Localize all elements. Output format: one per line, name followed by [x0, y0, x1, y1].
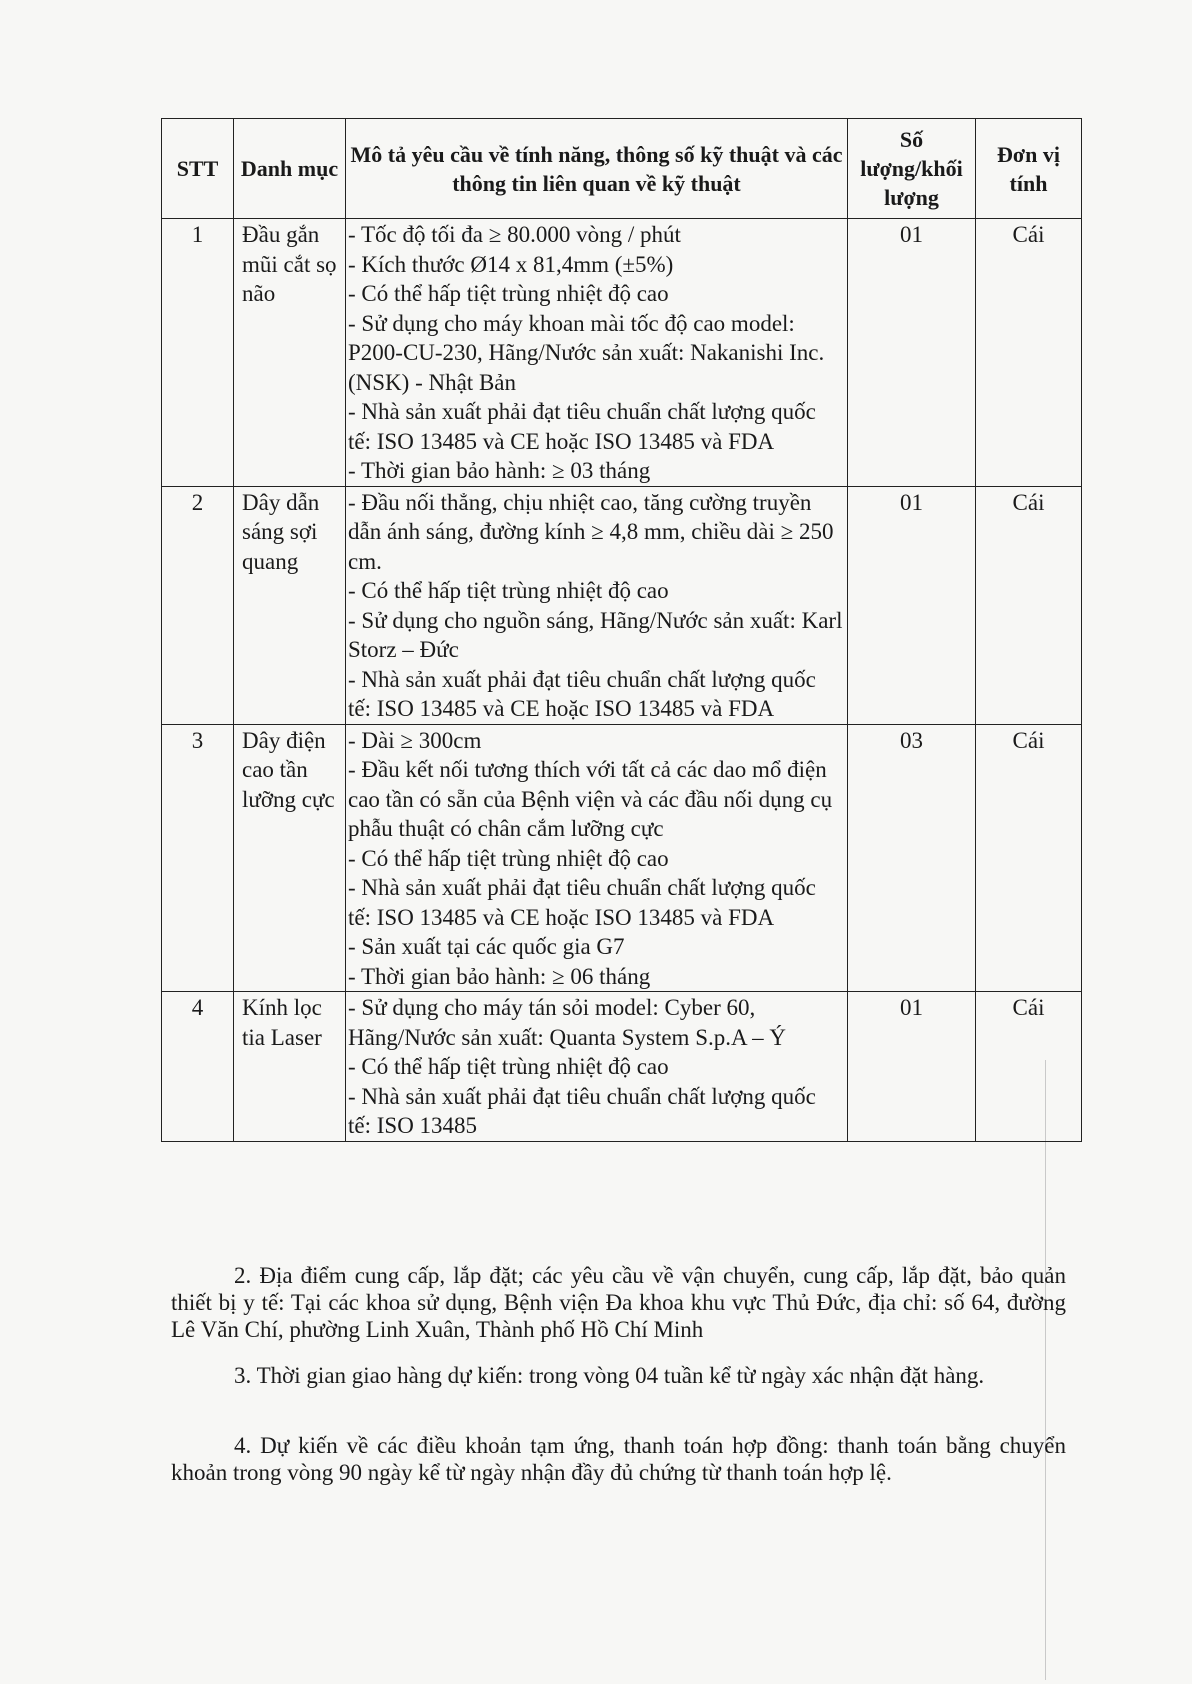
- delivery-time-paragraph: [171, 1362, 1066, 1389]
- table-row: [162, 486, 1082, 724]
- row-description: [346, 992, 848, 1142]
- row-name: Kính lọc tia Laser: [234, 992, 346, 1142]
- description-line: - Thời gian bảo hành: ≥ 06 tháng: [348, 963, 651, 989]
- description-line: - Có thể hấp tiệt trùng nhiệt độ cao: [348, 1054, 669, 1079]
- header-description: Mô tả yêu cầu về tính năng, thông số kỹ thuật và các thông tin liên quan về kỹ thuật: [346, 119, 848, 219]
- row-name: Dây điện cao tần lưỡng cực: [234, 724, 346, 992]
- row-stt: 2: [162, 486, 234, 724]
- description-line: - Nhà sản xuất phải đạt tiêu chuẩn chất lượng quốc tế: ISO 13485 và CE hoặc ISO 13485 và FDA: [348, 399, 816, 454]
- header-stt: STT: [162, 119, 234, 219]
- table-header-row: [162, 119, 1082, 219]
- row-unit: Cái: [976, 992, 1082, 1142]
- row-unit: Cái: [976, 486, 1082, 724]
- table-row: [162, 992, 1082, 1142]
- row-quantity: 03: [848, 724, 976, 992]
- table-row: [162, 724, 1082, 992]
- paragraph-text: 4. Dự kiến về các điều khoản tạm ứng, thanh toán hợp đồng: thanh toán bằng chuyển khoản trong vòng 90 ngày kể từ ngày nhận đầy đủ chứng từ thanh toán hợp lệ.: [171, 1433, 1066, 1485]
- description-line: - Có thể hấp tiệt trùng nhiệt độ cao: [348, 281, 669, 306]
- row-unit: Cái: [976, 219, 1082, 487]
- description-line: - Có thể hấp tiệt trùng nhiệt độ cao: [348, 578, 669, 603]
- row-quantity: 01: [848, 486, 976, 724]
- row-name: Dây dẫn sáng sợi quang: [234, 486, 346, 724]
- row-quantity: 01: [848, 219, 976, 487]
- row-name: Đầu gắn mũi cắt sọ não: [234, 219, 346, 487]
- delivery-location-paragraph: [171, 1262, 1066, 1343]
- paragraph-text: 3. Thời gian giao hàng dự kiến: trong vòng 04 tuần kể từ ngày xác nhận đặt hàng.: [234, 1363, 985, 1388]
- row-description: [346, 219, 848, 487]
- description-line: - Sử dụng cho máy tán sỏi model: Cyber 60, Hãng/Nước sản xuất: Quanta System S.p.A – Ý: [348, 995, 786, 1050]
- description-line: - Đầu kết nối tương thích với tất cả các dao mổ điện cao tần có sẵn của Bệnh viện và các đầu nối dụng cụ phẫu thuật có chân cắm lưỡng cực: [348, 757, 833, 841]
- payment-terms-paragraph: [171, 1432, 1066, 1486]
- equipment-spec-table: [161, 118, 1082, 1142]
- description-line: - Nhà sản xuất phải đạt tiêu chuẩn chất lượng quốc tế: ISO 13485 và CE hoặc ISO 13485 và FDA: [348, 875, 816, 930]
- row-stt: 3: [162, 724, 234, 992]
- row-stt: 1: [162, 219, 234, 487]
- table-row: [162, 219, 1082, 487]
- description-line: - Đầu nối thẳng, chịu nhiệt cao, tăng cường truyền dẫn ánh sáng, đường kính ≥ 4,8 mm, chiều dài ≥ 250 cm.: [348, 489, 834, 574]
- header-quantity: Số lượng/khối lượng: [848, 119, 976, 219]
- description-line: - Nhà sản xuất phải đạt tiêu chuẩn chất lượng quốc tế: ISO 13485 và CE hoặc ISO 13485 và FDA: [348, 666, 816, 721]
- header-unit: Đơn vị tính: [976, 119, 1082, 219]
- description-line: - Nhà sản xuất phải đạt tiêu chuẩn chất lượng quốc tế: ISO 13485: [348, 1083, 816, 1138]
- description-line: - Sử dụng cho máy khoan mài tốc độ cao model: P200-CU-230, Hãng/Nước sản xuất: Nakanishi Inc. (NSK) - Nhật Bản: [348, 310, 825, 395]
- description-line: - Dài ≥ 300cm: [348, 727, 482, 753]
- description-line: - Thời gian bảo hành: ≥ 03 tháng: [348, 458, 651, 483]
- description-line: - Sản xuất tại các quốc gia G7: [348, 934, 625, 959]
- description-line: - Sử dụng cho nguồn sáng, Hãng/Nước sản xuất: Karl Storz – Đức: [348, 607, 843, 662]
- description-line: - Kích thước Ø14 x 81,4mm (±5%): [348, 251, 674, 277]
- description-line: - Tốc độ tối đa ≥ 80.000 vòng / phút: [348, 222, 681, 247]
- row-quantity: 01: [848, 992, 976, 1142]
- row-description: [346, 486, 848, 724]
- header-category: Danh mục: [234, 119, 346, 219]
- description-line: - Có thể hấp tiệt trùng nhiệt độ cao: [348, 845, 669, 871]
- row-unit: Cái: [976, 724, 1082, 992]
- row-description: [346, 724, 848, 992]
- paragraph-text: 2. Địa điểm cung cấp, lắp đặt; các yêu cầu về vận chuyển, cung cấp, lắp đặt, bảo quản thiết bị y tế: Tại các khoa sử dụng, Bệnh viện Đa khoa khu vực Thủ Đức, địa chỉ: số 64, đường Lê Văn Chí, phường Linh Xuân, Thành phố Hồ Chí Minh: [171, 1263, 1066, 1342]
- row-stt: 4: [162, 992, 234, 1142]
